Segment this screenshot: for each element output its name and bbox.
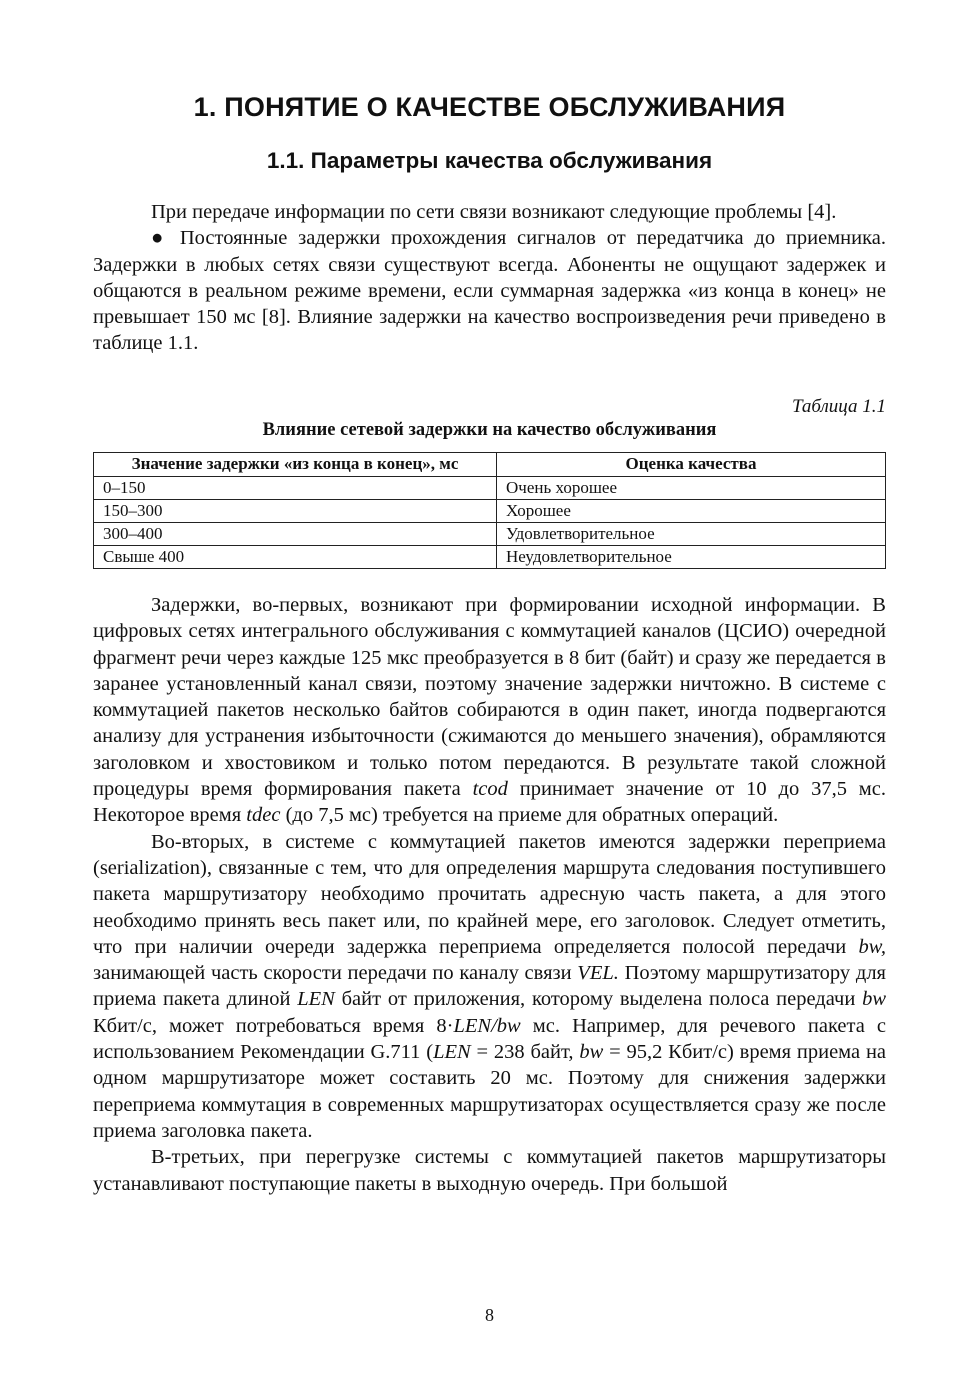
text-run: Кбит/с, может потребоваться время 8·: [93, 1014, 454, 1037]
body-paragraph: В-третьих, при перегрузке системы с коммутацией пакетов маршрутизаторы устанавливают поступающие пакеты в выходную очередь. При большой: [93, 1146, 886, 1195]
table-cell: 300–400: [94, 522, 497, 545]
table-header-cell: Значение задержки «из конца в конец», мс: [94, 453, 497, 477]
table-cell: Неудовлетворительное: [497, 546, 886, 569]
body-paragraph: [93, 829, 886, 1145]
table-cell: Свыше 400: [94, 546, 497, 569]
text-run: = 238 байт,: [470, 1041, 580, 1064]
variable: tdec: [246, 804, 281, 827]
body-paragraph: [93, 592, 886, 829]
bullet-paragraph: ● Постоянные задержки прохождения сигналов от передатчика до приемника. Задержки в любых сетях связи существуют всегда. Абоненты не ощущают задержек и общаются в реальном режиме времени, если суммарная задержка «из конца в конец» не превышает 150 мс [8]. Влияние задержки на качество воспроизведения речи приведено в таблице 1.1.: [93, 227, 886, 355]
text-run: (до 7,5 мс) требуется на приеме для обратных операций.: [280, 804, 779, 827]
variable: VEL.: [577, 962, 619, 985]
chapter-heading: 1. ПОНЯТИЕ О КАЧЕСТВЕ ОБСЛУЖИВАНИЯ: [193, 92, 786, 122]
table-cell: 0–150: [94, 476, 497, 499]
text-run: занимающей часть скорости передачи по каналу связи: [93, 962, 578, 985]
table-cell: 150–300: [94, 499, 497, 522]
text-run: = 95,2 Кбит/с) время приема на одном маршрутизаторе может составить 20 мс. Поэтому для снижения задержки переприема коммутация в современных маршрутизаторах осуществляется сразу же после приема заголовка пакета.: [93, 1041, 887, 1142]
variable: tcod: [472, 778, 508, 801]
text-run: мс. Например, для речевого пакета с использованием Рекомендации G.711 (: [93, 1014, 887, 1064]
text-run: Поэтому маршрутизатору для приема пакета длиной: [93, 962, 886, 1011]
table-cell: Хорошее: [497, 499, 886, 522]
variable: bw: [579, 1041, 604, 1064]
table-label: Таблица 1.1: [792, 396, 886, 417]
variable: bw: [862, 988, 886, 1011]
table-row: [94, 522, 886, 545]
table-row: [94, 476, 886, 499]
table-header-row: [94, 453, 886, 477]
table-cell: Очень хорошее: [497, 476, 886, 499]
variable: bw,: [858, 935, 886, 958]
variable: LEN: [297, 988, 335, 1011]
text-run: Задержки, во-первых, возникают при формировании исходной информации. В цифровых сетях интегрального обслуживания с коммутацией каналов (ЦСИО) очередной фрагмент речи через каждые 125 мкс преобразуется в 8 бит (байт) и сразу же передается в заранее установленный канал связи, поэтому значение задержки ничтожно. В системе с коммутацией пакетов несколько байтов собираются в один пакет, иногда подвергаются анализу для устранения избыточности (сжимаются до меньшего значения), обрамляются заголовком и хвостовиком и только потом передаются. В результате такой сложной процедуры время формирования пакета: [93, 594, 886, 801]
table-header-cell: Оценка качества: [497, 453, 886, 477]
text-run: байт от приложения, которому выделена полоса передачи: [334, 988, 863, 1011]
text-run: Во-вторых, в системе с коммутацией пакетов имеются задержки переприема (serialization), связанные с тем, что для определения маршрута следования поступившего пакета маршрутизатору необходимо прочитать адресную часть пакета, а для этого необходимо принять весь пакет или, по крайней мере, его заголовок. Следует отметить, что при наличии очереди задержка переприема определяется полосой передачи: [93, 830, 886, 958]
variable: LEN/bw: [453, 1014, 521, 1037]
table-row: [94, 499, 886, 522]
intro-paragraph: При передаче информации по сети связи возникают следующие проблемы [4].: [151, 201, 837, 223]
intro-block: [93, 199, 886, 357]
table-cell: Удовлетворительное: [497, 522, 886, 545]
section-heading: 1.1. Параметры качества обслуживания: [266, 148, 713, 173]
text-run: принимает значение от 10 до 37,5 мс. Некоторое время: [93, 778, 887, 827]
table-row: [94, 546, 886, 569]
body-block: [93, 592, 886, 1197]
page-number: 8: [485, 1305, 494, 1325]
delay-quality-table: [93, 452, 886, 569]
variable: LEN: [433, 1041, 471, 1064]
table-title: Влияние сетевой задержки на качество обслуживания: [262, 420, 717, 440]
